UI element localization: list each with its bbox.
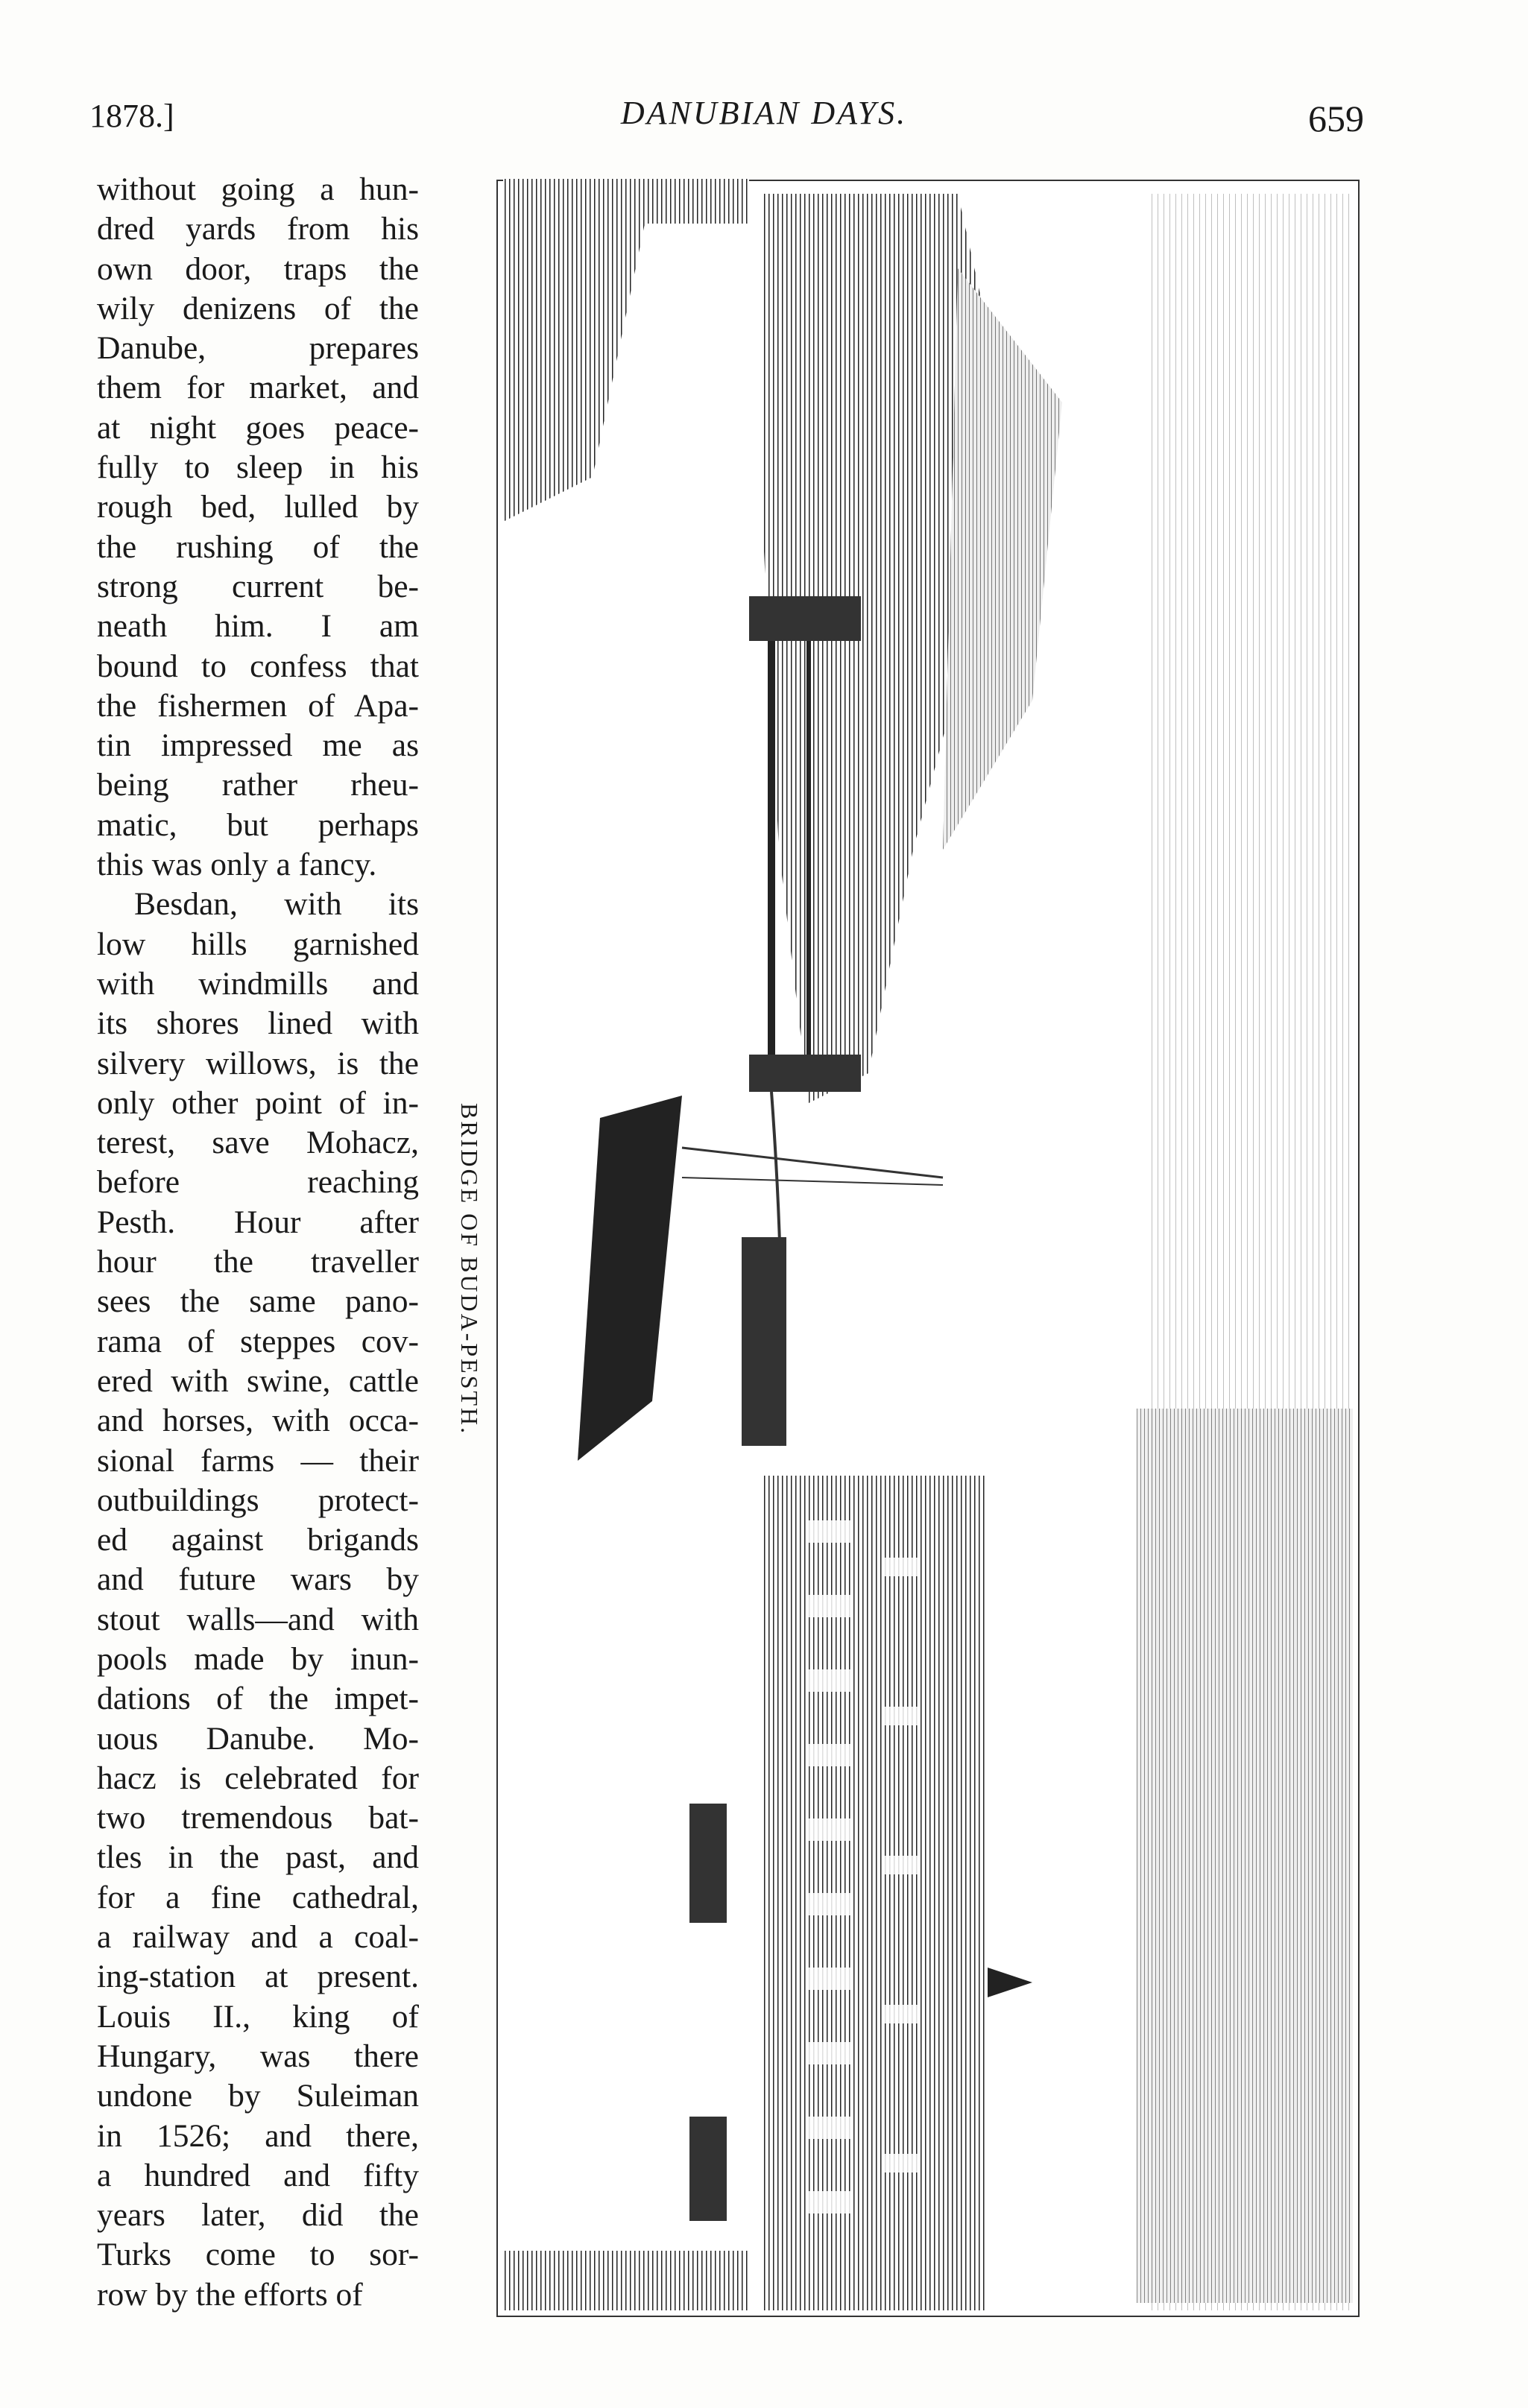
body-text-line: with windmills and (97, 965, 419, 1002)
body-text-line: two tremendous bat- (97, 1800, 419, 1836)
body-text-line: Louis II., king of (97, 1998, 419, 2035)
body-text-line: a railway and a coal- (97, 1919, 419, 1956)
body-text-line: and horses, with occa- (97, 1403, 419, 1439)
body-text-line: dations of the impet- (97, 1681, 419, 1717)
body-text-line: ed against brigands (97, 1522, 419, 1558)
body-text-line: sees the same pano- (97, 1283, 419, 1320)
illustration-caption: BRIDGE OF BUDA-PESTH. (456, 1103, 483, 1436)
body-text-line: wily denizens of the (97, 290, 419, 326)
body-text-line: pools made by inun- (97, 1640, 419, 1677)
body-text-line: Hungary, was there (97, 2038, 419, 2074)
body-text-line: in 1526; and there, (97, 2117, 419, 2154)
header-year: 1878.] (89, 98, 174, 134)
header-title: DANUBIAN DAYS. (620, 95, 908, 131)
body-text-line: rough bed, lulled by (97, 489, 419, 525)
body-text-line: this was only a fancy. (97, 847, 377, 883)
body-text-line: a hundred and fifty (97, 2157, 419, 2193)
body-text-line: own door, traps the (97, 250, 419, 287)
body-text-line: undone by Suleiman (97, 2078, 419, 2114)
body-text-line: hour the traveller (97, 1244, 419, 1280)
body-text-line: neath him. I am (97, 608, 419, 645)
body-text-line: its shores lined with (97, 1005, 419, 1042)
body-text-line: Pesth. Hour after (97, 1204, 419, 1240)
body-text-line: years later, did the (97, 2197, 419, 2234)
body-text-line: Danube, prepares (97, 330, 419, 367)
body-text-line: rama of steppes cov- (97, 1323, 419, 1359)
body-text-line: being rather rheu- (97, 767, 419, 803)
body-text-line: silvery willows, is the (97, 1045, 419, 1081)
body-text-line: sional farms — their (97, 1442, 419, 1479)
body-text-line: the rushing of the (97, 528, 419, 565)
body-text-line: tles in the past, and (97, 1839, 419, 1876)
running-header (0, 83, 1528, 151)
engraving-image (496, 179, 1360, 2318)
body-text-line: fully to sleep in his (97, 449, 419, 486)
body-text-line: terest, save Mohacz, (97, 1125, 419, 1161)
body-text-line: low hills garnished (97, 926, 419, 962)
body-text-line: before reaching (97, 1164, 419, 1201)
body-text-line: them for market, and (97, 370, 419, 406)
body-text-line: ered with swine, cattle (97, 1362, 419, 1399)
bridge-illustration (496, 179, 1360, 2318)
body-text-line: matic, but perhaps (97, 806, 419, 843)
body-text-line: and future wars by (97, 1561, 419, 1598)
body-text-line: hacz is celebrated for (97, 1760, 419, 1796)
body-text-line: without going a hun- (97, 171, 419, 207)
body-text-column (97, 170, 419, 2315)
body-text-line: bound to confess that (97, 648, 419, 684)
body-text-line: tin impressed me as (97, 727, 419, 764)
body-text-line: the fishermen of Apa- (97, 687, 419, 724)
body-text-line: stout walls—and with (97, 1601, 419, 1637)
body-text-line: row by the efforts of (97, 2276, 363, 2313)
body-text-line: only other point of in- (97, 1084, 419, 1121)
body-text-line: uous Danube. Mo- (97, 1720, 419, 1757)
body-text-line: ing-station at present. (97, 1959, 419, 1995)
body-text-line: for a fine cathedral, (97, 1879, 419, 1915)
body-text-line: at night goes peace- (97, 409, 419, 446)
page-number: 659 (1308, 98, 1364, 139)
body-text-line: dred yards from his (97, 211, 419, 247)
body-text-line: strong current be- (97, 568, 419, 604)
body-text-line: Besdan, with its (134, 886, 419, 923)
body-text-line: Turks come to sor- (97, 2237, 419, 2273)
body-text-line: outbuildings protect- (97, 1482, 419, 1518)
